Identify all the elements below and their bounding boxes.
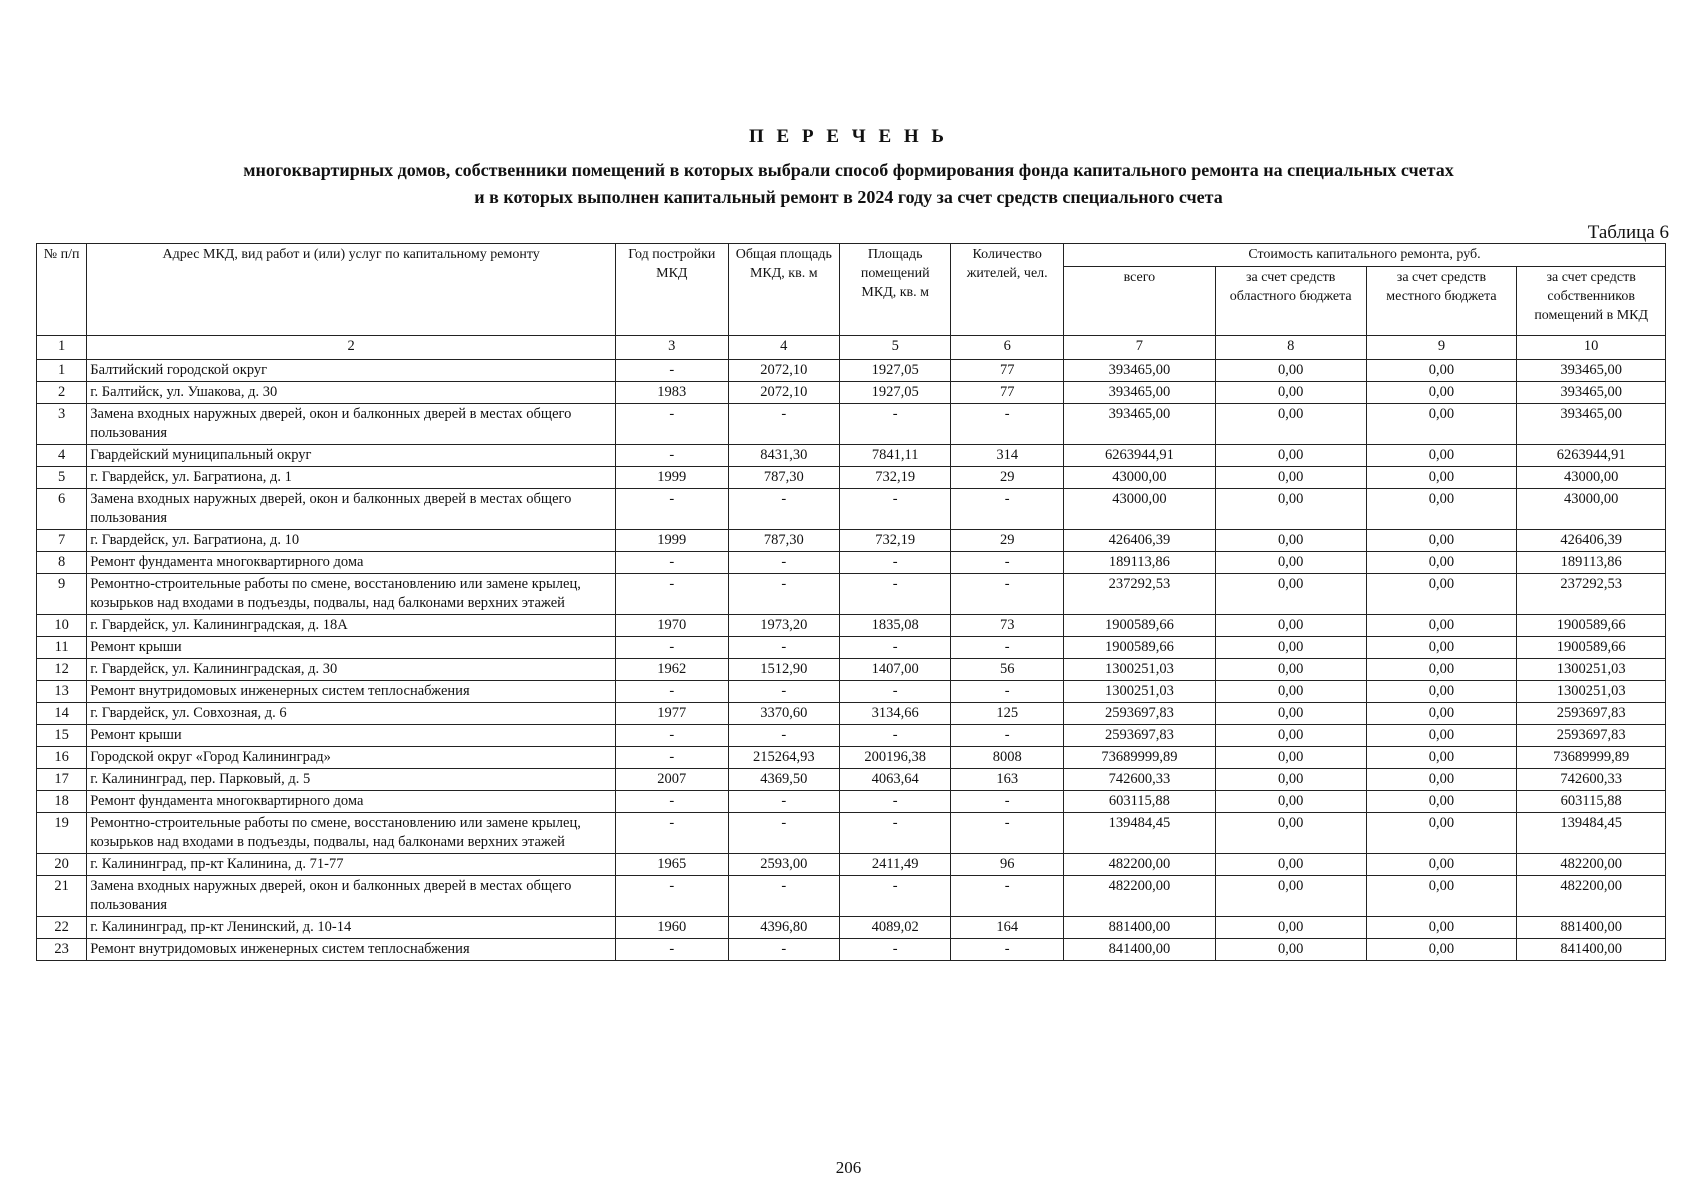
page-number: 206 [835, 1158, 862, 1177]
column-number: 3 [616, 336, 729, 360]
table-row [37, 445, 1666, 467]
cell-rooms-area: 1407,00 [840, 659, 951, 681]
cell-year: 1999 [616, 467, 729, 489]
cell-cost-owners: 189113,86 [1517, 552, 1666, 574]
table-row [37, 725, 1666, 747]
cell-cost-local: 0,00 [1366, 681, 1517, 703]
cell-num: 23 [37, 939, 87, 961]
cell-cost-total: 2593697,83 [1063, 725, 1215, 747]
cell-cost-owners: 2593697,83 [1517, 725, 1666, 747]
cell-cost-regional: 0,00 [1215, 813, 1366, 854]
cell-num: 1 [37, 360, 87, 382]
cell-total-area: - [728, 681, 839, 703]
cell-cost-owners: 393465,00 [1517, 360, 1666, 382]
cell-cost-regional: 0,00 [1215, 574, 1366, 615]
cell-num: 11 [37, 637, 87, 659]
cell-cost-total: 482200,00 [1063, 876, 1215, 917]
cell-rooms-area: - [840, 404, 951, 445]
table-row [37, 615, 1666, 637]
cell-residents: - [951, 939, 1064, 961]
table-row [37, 382, 1666, 404]
cell-address: Ремонт фундамента многоквартирного дома [87, 791, 616, 813]
cell-cost-regional: 0,00 [1215, 747, 1366, 769]
cell-cost-owners: 6263944,91 [1517, 445, 1666, 467]
cell-residents: 125 [951, 703, 1064, 725]
document-title: П Е Р Е Ч Е Н Ь [749, 126, 948, 147]
header-num: № п/п [37, 244, 87, 336]
cell-cost-local: 0,00 [1366, 574, 1517, 615]
cell-rooms-area: 7841,11 [840, 445, 951, 467]
cell-rooms-area: - [840, 876, 951, 917]
cell-total-area: 4396,80 [728, 917, 839, 939]
cell-total-area: - [728, 725, 839, 747]
table-row [37, 854, 1666, 876]
cell-cost-regional: 0,00 [1215, 917, 1366, 939]
cell-cost-regional: 0,00 [1215, 530, 1366, 552]
cell-total-area: - [728, 876, 839, 917]
cell-num: 3 [37, 404, 87, 445]
cell-residents: - [951, 813, 1064, 854]
cell-num: 21 [37, 876, 87, 917]
cell-year: 1960 [616, 917, 729, 939]
cell-year: 2007 [616, 769, 729, 791]
cell-total-area: 4369,50 [728, 769, 839, 791]
cell-cost-regional: 0,00 [1215, 382, 1366, 404]
cell-year: - [616, 791, 729, 813]
cell-cost-total: 6263944,91 [1063, 445, 1215, 467]
cell-rooms-area: - [840, 725, 951, 747]
cell-address: Ремонт крыши [87, 725, 616, 747]
cell-rooms-area: - [840, 813, 951, 854]
cell-year: 1999 [616, 530, 729, 552]
table-row [37, 939, 1666, 961]
cell-cost-total: 2593697,83 [1063, 703, 1215, 725]
cell-year: - [616, 725, 729, 747]
cell-year: - [616, 681, 729, 703]
cell-cost-regional: 0,00 [1215, 467, 1366, 489]
cell-cost-regional: 0,00 [1215, 791, 1366, 813]
cell-cost-local: 0,00 [1366, 637, 1517, 659]
document-subtitle [60, 157, 1637, 211]
cell-cost-total: 1300251,03 [1063, 681, 1215, 703]
cell-residents: - [951, 489, 1064, 530]
header-cost-owners: за счет средств собственников помещений в МКД [1517, 267, 1666, 336]
column-number: 4 [728, 336, 839, 360]
cell-year: 1970 [616, 615, 729, 637]
cell-cost-owners: 43000,00 [1517, 489, 1666, 530]
header-address: Адрес МКД, вид работ и (или) услуг по капитальному ремонту [87, 244, 616, 336]
cell-cost-owners: 482200,00 [1517, 854, 1666, 876]
cell-num: 8 [37, 552, 87, 574]
cell-address: Ремонт крыши [87, 637, 616, 659]
table-row [37, 360, 1666, 382]
cell-num: 2 [37, 382, 87, 404]
table-row [37, 489, 1666, 530]
column-number: 7 [1063, 336, 1215, 360]
cell-address: Гвардейский муниципальный округ [87, 445, 616, 467]
cell-rooms-area: - [840, 552, 951, 574]
cell-year: 1962 [616, 659, 729, 681]
cell-cost-owners: 603115,88 [1517, 791, 1666, 813]
cell-cost-local: 0,00 [1366, 615, 1517, 637]
cell-year: 1983 [616, 382, 729, 404]
cell-total-area: - [728, 404, 839, 445]
table-row [37, 747, 1666, 769]
cell-residents: 8008 [951, 747, 1064, 769]
cell-rooms-area: 4063,64 [840, 769, 951, 791]
cell-cost-regional: 0,00 [1215, 876, 1366, 917]
column-number: 9 [1366, 336, 1517, 360]
cell-cost-total: 393465,00 [1063, 360, 1215, 382]
cell-rooms-area: 3134,66 [840, 703, 951, 725]
cell-cost-local: 0,00 [1366, 917, 1517, 939]
cell-year: 1965 [616, 854, 729, 876]
cell-address: г. Калининград, пр-кт Ленинский, д. 10-14 [87, 917, 616, 939]
cell-cost-local: 0,00 [1366, 404, 1517, 445]
cell-rooms-area: - [840, 637, 951, 659]
cell-total-area: 2072,10 [728, 382, 839, 404]
table-label: Таблица 6 [1587, 222, 1669, 243]
cell-num: 20 [37, 854, 87, 876]
cell-rooms-area: 732,19 [840, 467, 951, 489]
cell-num: 15 [37, 725, 87, 747]
cell-cost-local: 0,00 [1366, 703, 1517, 725]
cell-cost-regional: 0,00 [1215, 939, 1366, 961]
cell-num: 7 [37, 530, 87, 552]
cell-num: 14 [37, 703, 87, 725]
cell-cost-total: 742600,33 [1063, 769, 1215, 791]
cell-total-area: - [728, 489, 839, 530]
cell-num: 13 [37, 681, 87, 703]
cell-cost-regional: 0,00 [1215, 659, 1366, 681]
cell-residents: 29 [951, 530, 1064, 552]
cell-num: 22 [37, 917, 87, 939]
cell-cost-total: 603115,88 [1063, 791, 1215, 813]
cell-cost-local: 0,00 [1366, 791, 1517, 813]
table-row [37, 917, 1666, 939]
cell-cost-owners: 139484,45 [1517, 813, 1666, 854]
cell-cost-regional: 0,00 [1215, 681, 1366, 703]
cell-address: Ремонтно-строительные работы по смене, восстановлению или замене крылец, козырьков над входами в подъезды, подвалы, над балконами верхних этажей [87, 813, 616, 854]
cell-total-area: - [728, 574, 839, 615]
header-year: Год постройки МКД [616, 244, 729, 336]
cell-year: - [616, 404, 729, 445]
column-number-row [37, 336, 1666, 360]
cell-year: - [616, 552, 729, 574]
cell-residents: - [951, 725, 1064, 747]
cell-num: 18 [37, 791, 87, 813]
cell-num: 5 [37, 467, 87, 489]
cell-num: 19 [37, 813, 87, 854]
table-row [37, 404, 1666, 445]
cell-rooms-area: - [840, 939, 951, 961]
cell-cost-total: 43000,00 [1063, 467, 1215, 489]
cell-cost-total: 73689999,89 [1063, 747, 1215, 769]
column-number: 6 [951, 336, 1064, 360]
table-row [37, 530, 1666, 552]
column-number: 5 [840, 336, 951, 360]
subtitle-line-2: и в которых выполнен капитальный ремонт в 2024 году за счет средств специального счета [474, 187, 1223, 207]
cell-cost-total: 237292,53 [1063, 574, 1215, 615]
cell-residents: 314 [951, 445, 1064, 467]
cell-cost-total: 139484,45 [1063, 813, 1215, 854]
cell-residents: - [951, 404, 1064, 445]
table-row [37, 813, 1666, 854]
cell-address: Ремонт внутридомовых инженерных систем теплоснабжения [87, 681, 616, 703]
cell-cost-total: 426406,39 [1063, 530, 1215, 552]
column-number: 8 [1215, 336, 1366, 360]
cell-cost-total: 43000,00 [1063, 489, 1215, 530]
cell-address: г. Гвардейск, ул. Совхозная, д. 6 [87, 703, 616, 725]
cell-rooms-area: - [840, 791, 951, 813]
cell-rooms-area: - [840, 574, 951, 615]
cell-year: - [616, 813, 729, 854]
cell-cost-regional: 0,00 [1215, 360, 1366, 382]
cell-rooms-area: 732,19 [840, 530, 951, 552]
cell-residents: 73 [951, 615, 1064, 637]
cell-cost-owners: 73689999,89 [1517, 747, 1666, 769]
cell-cost-local: 0,00 [1366, 854, 1517, 876]
cell-num: 12 [37, 659, 87, 681]
cell-year: - [616, 445, 729, 467]
cell-cost-total: 482200,00 [1063, 854, 1215, 876]
table-row [37, 791, 1666, 813]
cell-cost-owners: 742600,33 [1517, 769, 1666, 791]
cell-cost-local: 0,00 [1366, 467, 1517, 489]
cell-cost-owners: 2593697,83 [1517, 703, 1666, 725]
cell-total-area: 787,30 [728, 467, 839, 489]
cell-cost-local: 0,00 [1366, 382, 1517, 404]
column-number: 10 [1517, 336, 1666, 360]
table-row [37, 552, 1666, 574]
column-number: 2 [87, 336, 616, 360]
cell-num: 17 [37, 769, 87, 791]
cell-num: 9 [37, 574, 87, 615]
cell-num: 10 [37, 615, 87, 637]
cell-cost-owners: 841400,00 [1517, 939, 1666, 961]
cell-cost-owners: 393465,00 [1517, 404, 1666, 445]
cell-cost-regional: 0,00 [1215, 489, 1366, 530]
cell-year: - [616, 876, 729, 917]
cell-total-area: 2072,10 [728, 360, 839, 382]
cell-cost-owners: 1300251,03 [1517, 659, 1666, 681]
cell-address: г. Балтийск, ул. Ушакова, д. 30 [87, 382, 616, 404]
header-rooms-area: Площадь помещений МКД, кв. м [840, 244, 951, 336]
table-row [37, 769, 1666, 791]
cell-residents: 77 [951, 382, 1064, 404]
cell-cost-total: 1300251,03 [1063, 659, 1215, 681]
cell-cost-regional: 0,00 [1215, 725, 1366, 747]
cell-residents: 163 [951, 769, 1064, 791]
header-cost-total: всего [1063, 267, 1215, 336]
cell-address: Ремонтно-строительные работы по смене, восстановлению или замене крылец, козырьков над входами в подъезды, подвалы, над балконами верхних этажей [87, 574, 616, 615]
header-total-area: Общая площадь МКД, кв. м [728, 244, 839, 336]
cell-cost-local: 0,00 [1366, 489, 1517, 530]
cell-total-area: - [728, 813, 839, 854]
header-cost-local: за счет средств местного бюджета [1366, 267, 1517, 336]
cell-cost-regional: 0,00 [1215, 703, 1366, 725]
cell-cost-owners: 1900589,66 [1517, 615, 1666, 637]
cell-year: - [616, 360, 729, 382]
cell-address: Замена входных наружных дверей, окон и балконных дверей в местах общего пользования [87, 489, 616, 530]
column-number: 1 [37, 336, 87, 360]
cell-total-area: - [728, 791, 839, 813]
table-row [37, 659, 1666, 681]
cell-cost-owners: 1900589,66 [1517, 637, 1666, 659]
cell-num: 6 [37, 489, 87, 530]
cell-cost-regional: 0,00 [1215, 615, 1366, 637]
cell-cost-owners: 43000,00 [1517, 467, 1666, 489]
header-cost-regional: за счет средств областного бюджета [1215, 267, 1366, 336]
table-row [37, 574, 1666, 615]
cell-cost-owners: 1300251,03 [1517, 681, 1666, 703]
cell-cost-local: 0,00 [1366, 552, 1517, 574]
cell-address: г. Калининград, пер. Парковый, д. 5 [87, 769, 616, 791]
cell-cost-local: 0,00 [1366, 769, 1517, 791]
header-cost-group: Стоимость капитального ремонта, руб. [1063, 244, 1665, 267]
cell-cost-local: 0,00 [1366, 659, 1517, 681]
cell-residents: 164 [951, 917, 1064, 939]
cell-total-area: 215264,93 [728, 747, 839, 769]
header-row-1 [37, 244, 1666, 267]
cell-rooms-area: 1927,05 [840, 360, 951, 382]
cell-rooms-area: 4089,02 [840, 917, 951, 939]
cell-total-area: 787,30 [728, 530, 839, 552]
table-row [37, 703, 1666, 725]
cell-cost-owners: 393465,00 [1517, 382, 1666, 404]
cell-cost-regional: 0,00 [1215, 637, 1366, 659]
cell-rooms-area: - [840, 489, 951, 530]
cell-year: - [616, 747, 729, 769]
table-body [37, 360, 1666, 961]
cell-residents: - [951, 637, 1064, 659]
cell-total-area: - [728, 939, 839, 961]
table-row [37, 637, 1666, 659]
cell-cost-owners: 237292,53 [1517, 574, 1666, 615]
cell-cost-total: 1900589,66 [1063, 615, 1215, 637]
cell-cost-total: 393465,00 [1063, 404, 1215, 445]
cell-residents: - [951, 574, 1064, 615]
cell-cost-local: 0,00 [1366, 747, 1517, 769]
cell-cost-owners: 482200,00 [1517, 876, 1666, 917]
cell-cost-local: 0,00 [1366, 876, 1517, 917]
cell-rooms-area: 2411,49 [840, 854, 951, 876]
cell-cost-local: 0,00 [1366, 360, 1517, 382]
repair-table [36, 243, 1666, 961]
cell-address: Ремонт фундамента многоквартирного дома [87, 552, 616, 574]
cell-rooms-area: 200196,38 [840, 747, 951, 769]
cell-cost-local: 0,00 [1366, 813, 1517, 854]
cell-address: г. Гвардейск, ул. Калининградская, д. 30 [87, 659, 616, 681]
cell-cost-total: 189113,86 [1063, 552, 1215, 574]
cell-rooms-area: 1835,08 [840, 615, 951, 637]
cell-address: Городской округ «Город Калининград» [87, 747, 616, 769]
cell-residents: - [951, 681, 1064, 703]
cell-cost-owners: 881400,00 [1517, 917, 1666, 939]
cell-residents: - [951, 791, 1064, 813]
cell-cost-owners: 426406,39 [1517, 530, 1666, 552]
cell-residents: 77 [951, 360, 1064, 382]
cell-cost-total: 393465,00 [1063, 382, 1215, 404]
cell-cost-local: 0,00 [1366, 445, 1517, 467]
cell-residents: 96 [951, 854, 1064, 876]
cell-total-area: 1973,20 [728, 615, 839, 637]
table-row [37, 467, 1666, 489]
cell-cost-regional: 0,00 [1215, 854, 1366, 876]
cell-cost-local: 0,00 [1366, 530, 1517, 552]
cell-rooms-area: - [840, 681, 951, 703]
cell-year: 1977 [616, 703, 729, 725]
subtitle-line-1: многоквартирных домов, собственники помещений в которых выбрали способ формирования фонда капитального ремонта на специальных счетах [243, 160, 1454, 180]
cell-total-area: 8431,30 [728, 445, 839, 467]
cell-cost-regional: 0,00 [1215, 769, 1366, 791]
cell-year: - [616, 574, 729, 615]
cell-address: г. Калининград, пр-кт Калинина, д. 71-77 [87, 854, 616, 876]
cell-cost-total: 881400,00 [1063, 917, 1215, 939]
cell-cost-regional: 0,00 [1215, 445, 1366, 467]
cell-year: - [616, 489, 729, 530]
cell-residents: 56 [951, 659, 1064, 681]
cell-year: - [616, 939, 729, 961]
cell-total-area: 2593,00 [728, 854, 839, 876]
cell-cost-regional: 0,00 [1215, 552, 1366, 574]
cell-residents: - [951, 876, 1064, 917]
cell-address: г. Гвардейск, ул. Калининградская, д. 18А [87, 615, 616, 637]
cell-address: Балтийский городской округ [87, 360, 616, 382]
cell-year: - [616, 637, 729, 659]
cell-address: г. Гвардейск, ул. Багратиона, д. 1 [87, 467, 616, 489]
cell-num: 16 [37, 747, 87, 769]
cell-address: Замена входных наружных дверей, окон и балконных дверей в местах общего пользования [87, 404, 616, 445]
cell-total-area: 1512,90 [728, 659, 839, 681]
cell-address: г. Гвардейск, ул. Багратиона, д. 10 [87, 530, 616, 552]
cell-residents: - [951, 552, 1064, 574]
table-row [37, 681, 1666, 703]
cell-cost-total: 1900589,66 [1063, 637, 1215, 659]
cell-total-area: 3370,60 [728, 703, 839, 725]
cell-rooms-area: 1927,05 [840, 382, 951, 404]
cell-total-area: - [728, 637, 839, 659]
table-row [37, 876, 1666, 917]
cell-cost-local: 0,00 [1366, 725, 1517, 747]
cell-cost-local: 0,00 [1366, 939, 1517, 961]
cell-num: 4 [37, 445, 87, 467]
header-residents: Количество жителей, чел. [951, 244, 1064, 336]
cell-total-area: - [728, 552, 839, 574]
cell-cost-regional: 0,00 [1215, 404, 1366, 445]
cell-residents: 29 [951, 467, 1064, 489]
cell-address: Замена входных наружных дверей, окон и балконных дверей в местах общего пользования [87, 876, 616, 917]
cell-address: Ремонт внутридомовых инженерных систем теплоснабжения [87, 939, 616, 961]
cell-cost-total: 841400,00 [1063, 939, 1215, 961]
